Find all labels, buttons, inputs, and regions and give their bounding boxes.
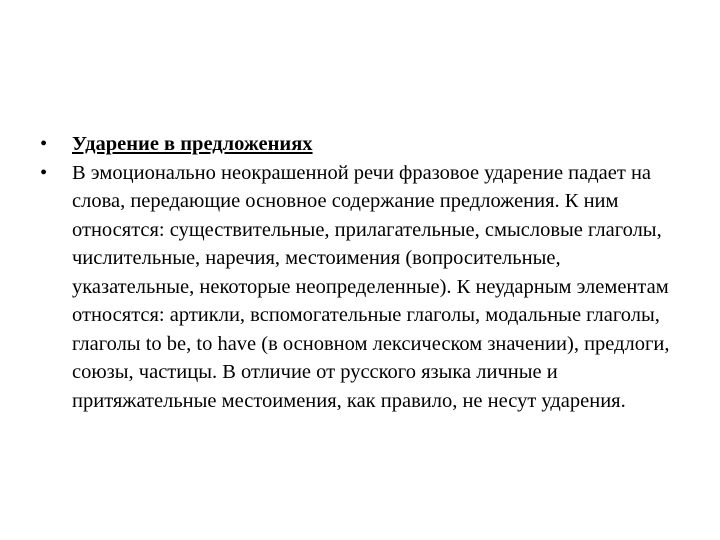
- bullet-item-body: [40, 159, 680, 416]
- body-paragraph: В эмоционально неокрашенной речи фразовое ударение падает на слова, передающие основное содержание предложения. К ним относятся: существительные, прилагательные, смысловые глаголы, числительные, наречия, местоимения (вопросительные, указательные, некоторые неопределенные). К неударным элементам относятся: артикли, вспомогательные глаголы, модальные глаголы, глаголы to be, to have (в основном лексическом значении), предлоги, союзы, частицы. В отличие от русского языка личные и притяжательные местоимения, как правило, не несут ударения.: [72, 161, 670, 412]
- bullet-marker: •: [40, 161, 48, 184]
- slide-content: [40, 130, 680, 415]
- bullet-marker: •: [40, 133, 48, 155]
- bullet-list: [40, 130, 680, 415]
- bullet-item-heading: [40, 130, 680, 159]
- section-heading: Ударение в предложениях: [72, 133, 313, 155]
